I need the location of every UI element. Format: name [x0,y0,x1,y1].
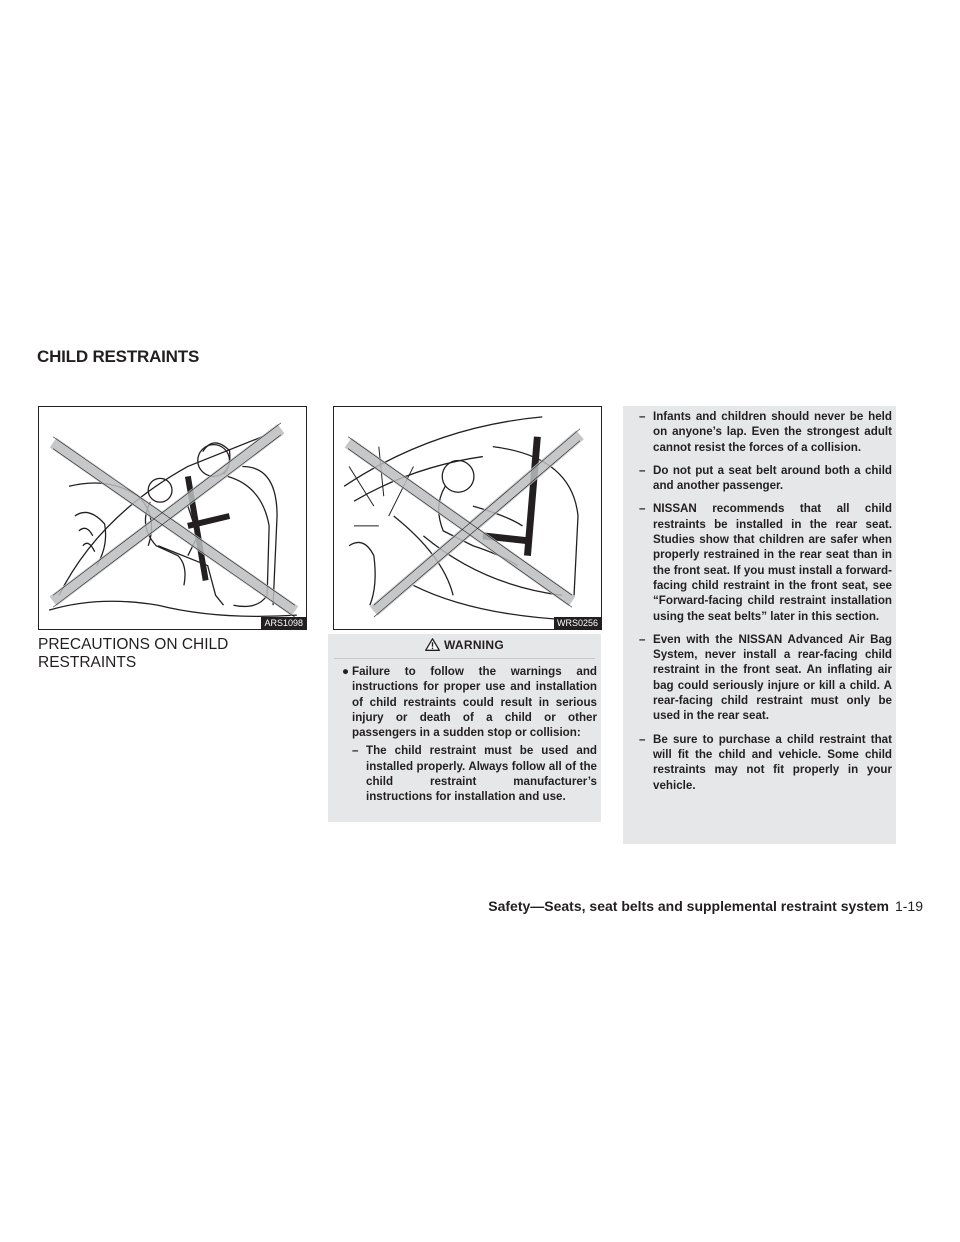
warning-heading-label: WARNING [443,638,505,652]
figure-front-seat-child-airbag [333,406,602,630]
dash-mark: – [639,502,646,516]
warning-dash-item [629,632,892,724]
page-number: 1-19 [894,898,923,914]
warning-divider [334,658,595,659]
warning-bullet-text: Failure to follow the warnings and instructions for proper use and installation of child restraints could result in serious injury or death of a child or other passengers in a sudden stop or collision: [352,665,597,740]
warning-dash-item [629,409,892,455]
warning-heading [328,638,601,652]
warning-item-text: Even with the NISSAN Advanced Air Bag System, never install a rear-facing child restraint in the front seat. An inflating air bag could seriously injure or kill a child. A rear-facing child restraint must only be used in the rear seat. [653,632,892,723]
warning-item-text: Do not put a seat belt around both a child and another passenger. [653,463,892,493]
figure-id-label: ARS1098 [261,617,306,629]
dash-mark: – [639,463,646,477]
figure-id-label: WRS0256 [554,617,601,629]
warning-triangle-icon [425,638,440,651]
warning-item-text: Infants and children should never be held on anyone’s lap. Even the strongest adult cannot resist the forces of a collision. [653,410,892,454]
figure-adult-holding-child [38,406,307,630]
warning-dash-item [629,732,892,793]
dash-mark: – [639,732,646,746]
dash-mark: – [639,410,646,423]
warning-dash-item [629,501,892,623]
warning-item-text: NISSAN recommends that all child restraints be installed in the rear seat. Studies show that children are safer when properly restrained in the rear seat than in the front seat. If you must install a forward-facing child restraint in the front seat, see “Forward-facing child restraint installation using the seat belts” later in this section. [653,502,892,623]
warning-box [328,634,601,822]
footer-title: Safety—Seats, seat belts and supplemental restraint system [488,898,889,914]
warning-dash-item [629,463,892,494]
front-seat-child-airbag-crossed-out-illustration [334,407,601,629]
bullet-mark: ● [342,665,350,678]
warning-dash-item [342,743,597,804]
precautions-subheading: PRECAUTIONS ON CHILD RESTRAINTS [38,636,229,671]
warning-items-list [629,409,892,801]
warning-bullet [342,664,597,805]
warning-item-text: The child restraint must be used and installed properly. Always follow all of the child restraint manufacturer’s instructions for installation and use. [366,744,597,804]
warning-item-text: Be sure to purchase a child restraint that will fit the child and vehicle. Some child restraints may not fit properly in your vehicle. [653,732,892,792]
dash-mark: – [352,744,359,758]
dash-mark: – [639,632,646,646]
page-footer [488,898,923,914]
warning-box-continued [623,406,896,844]
section-title: CHILD RESTRAINTS [37,347,200,366]
adult-holding-child-crossed-out-illustration [39,407,306,629]
